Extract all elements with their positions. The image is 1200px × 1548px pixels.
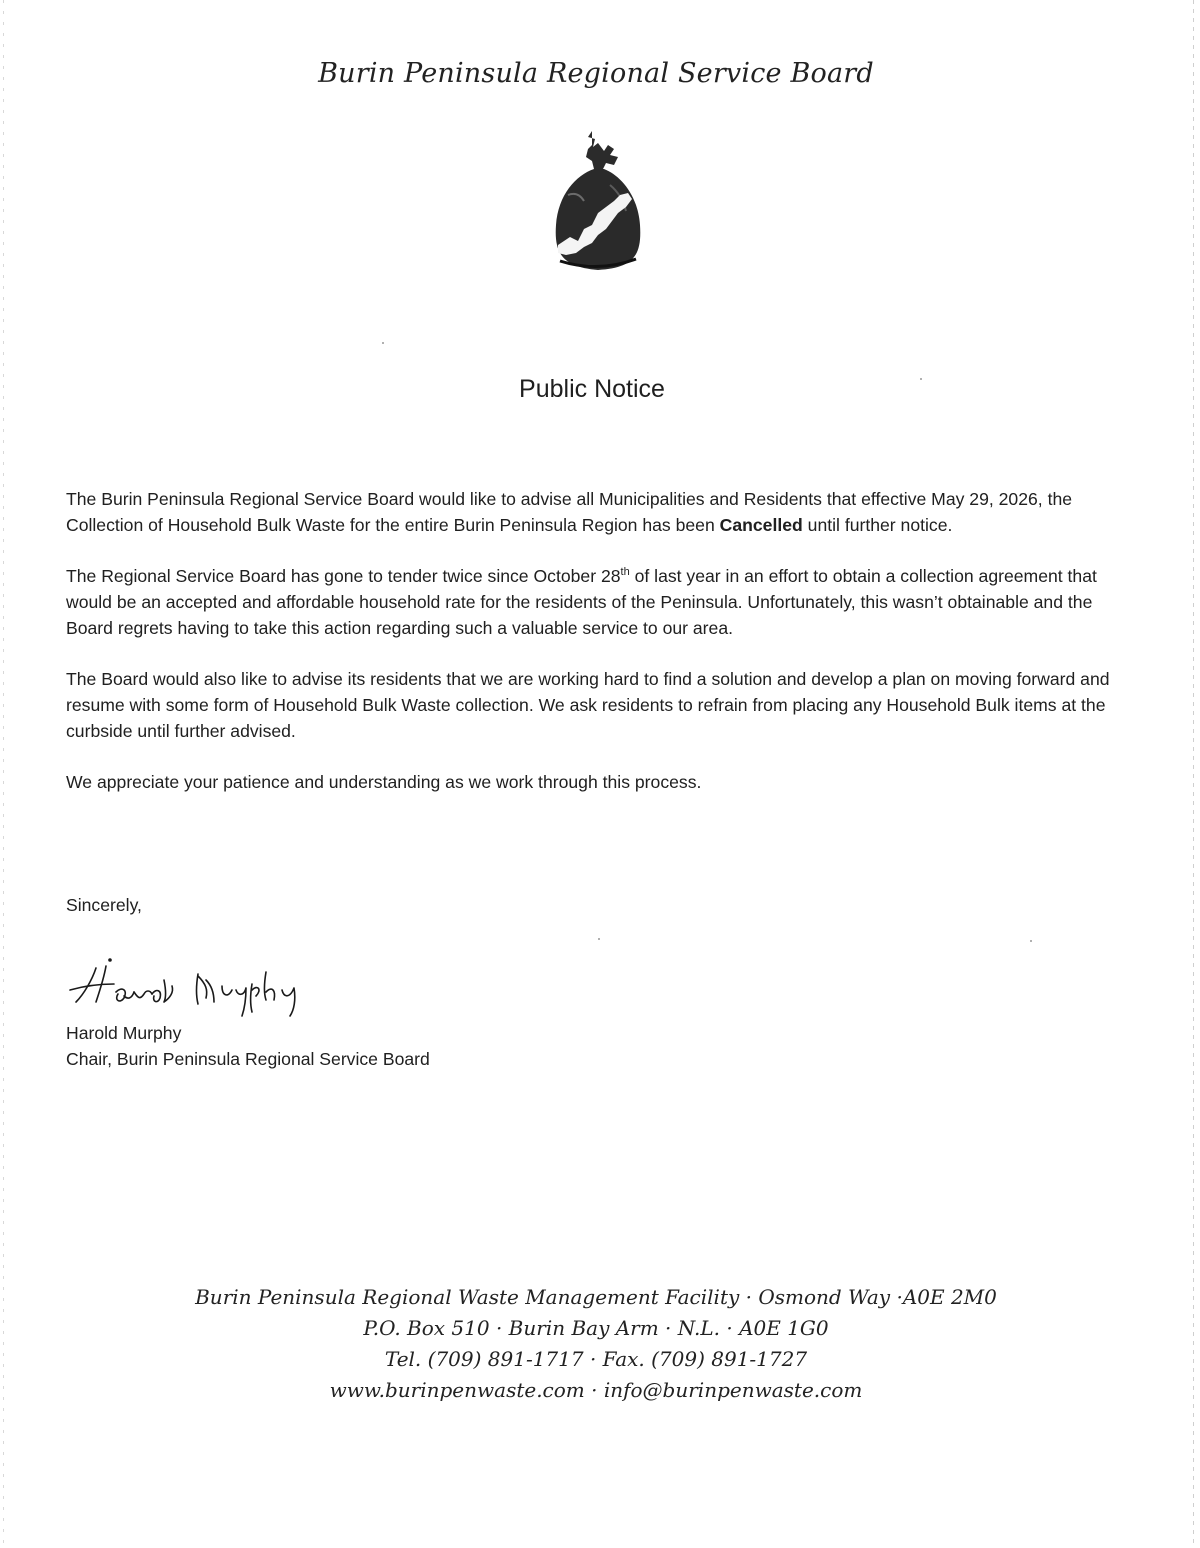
paragraph-2-text: The Regional Service Board has gone to tender twice since October 28 [66, 566, 621, 586]
scan-speck [1030, 940, 1032, 942]
footer-address-mailing: P.O. Box 510 · Burin Bay Arm · N.L. · A0E 1G0 [363, 1316, 829, 1340]
scan-speck [920, 378, 922, 380]
garbage-bag-icon [548, 125, 648, 275]
scan-edge-right [1193, 0, 1194, 1548]
paragraph-3: The Board would also like to advise its residents that we are working hard to find a solution and develop a plan on moving forward and resume with some form of Household Bulk Waste collection. We ask residents to refrain from placing any Household Bulk items at the curbside until further advised. [66, 669, 1110, 741]
paragraph-1 [66, 486, 1126, 538]
paragraph-1-text-end: until further notice. [802, 515, 953, 535]
paragraph-2-text-end: of last year in an effort to obtain a collection agreement that would be an accepted and affordable household rate for the residents of the Peninsula. Unfortunately, this wasn’t obtainable and the Board regrets having to take this action regarding such a valuable service to our area. [66, 566, 1097, 638]
closing-salutation: Sincerely, [66, 895, 142, 915]
signer-block [66, 1020, 430, 1072]
footer-web-email: www.burinpenwaste.com · info@burinpenwaste.com [329, 1378, 863, 1402]
signer-title: Chair, Burin Peninsula Regional Service Board [66, 1049, 430, 1069]
notice-body [66, 486, 1126, 820]
footer-phone-fax: Tel. (709) 891-1717 · Fax. (709) 891-1727 [384, 1347, 808, 1371]
footer-address-facility: Burin Peninsula Regional Waste Management Facility · Osmond Way ·A0E 2M0 [195, 1285, 997, 1309]
scan-speck [598, 938, 600, 940]
signature-icon [66, 950, 326, 1022]
notice-title: Public Notice [519, 375, 665, 403]
paragraph-2 [66, 563, 1126, 641]
paragraph-1-text: The Burin Peninsula Regional Service Board would like to advise all Municipalities and Residents that effective May 29, 2026, the Collection of Household Bulk Waste for the entire Burin Peninsula Region has been [66, 489, 1073, 535]
ordinal-superscript: th [620, 566, 630, 579]
footer-contact [0, 1282, 1192, 1406]
letterhead-organization: Burin Peninsula Regional Service Board [318, 58, 874, 89]
cancelled-emphasis: Cancelled [719, 515, 803, 535]
scan-speck [382, 342, 384, 344]
paragraph-4: We appreciate your patience and understanding as we work through this process. [66, 772, 702, 792]
signer-name: Harold Murphy [66, 1023, 182, 1043]
